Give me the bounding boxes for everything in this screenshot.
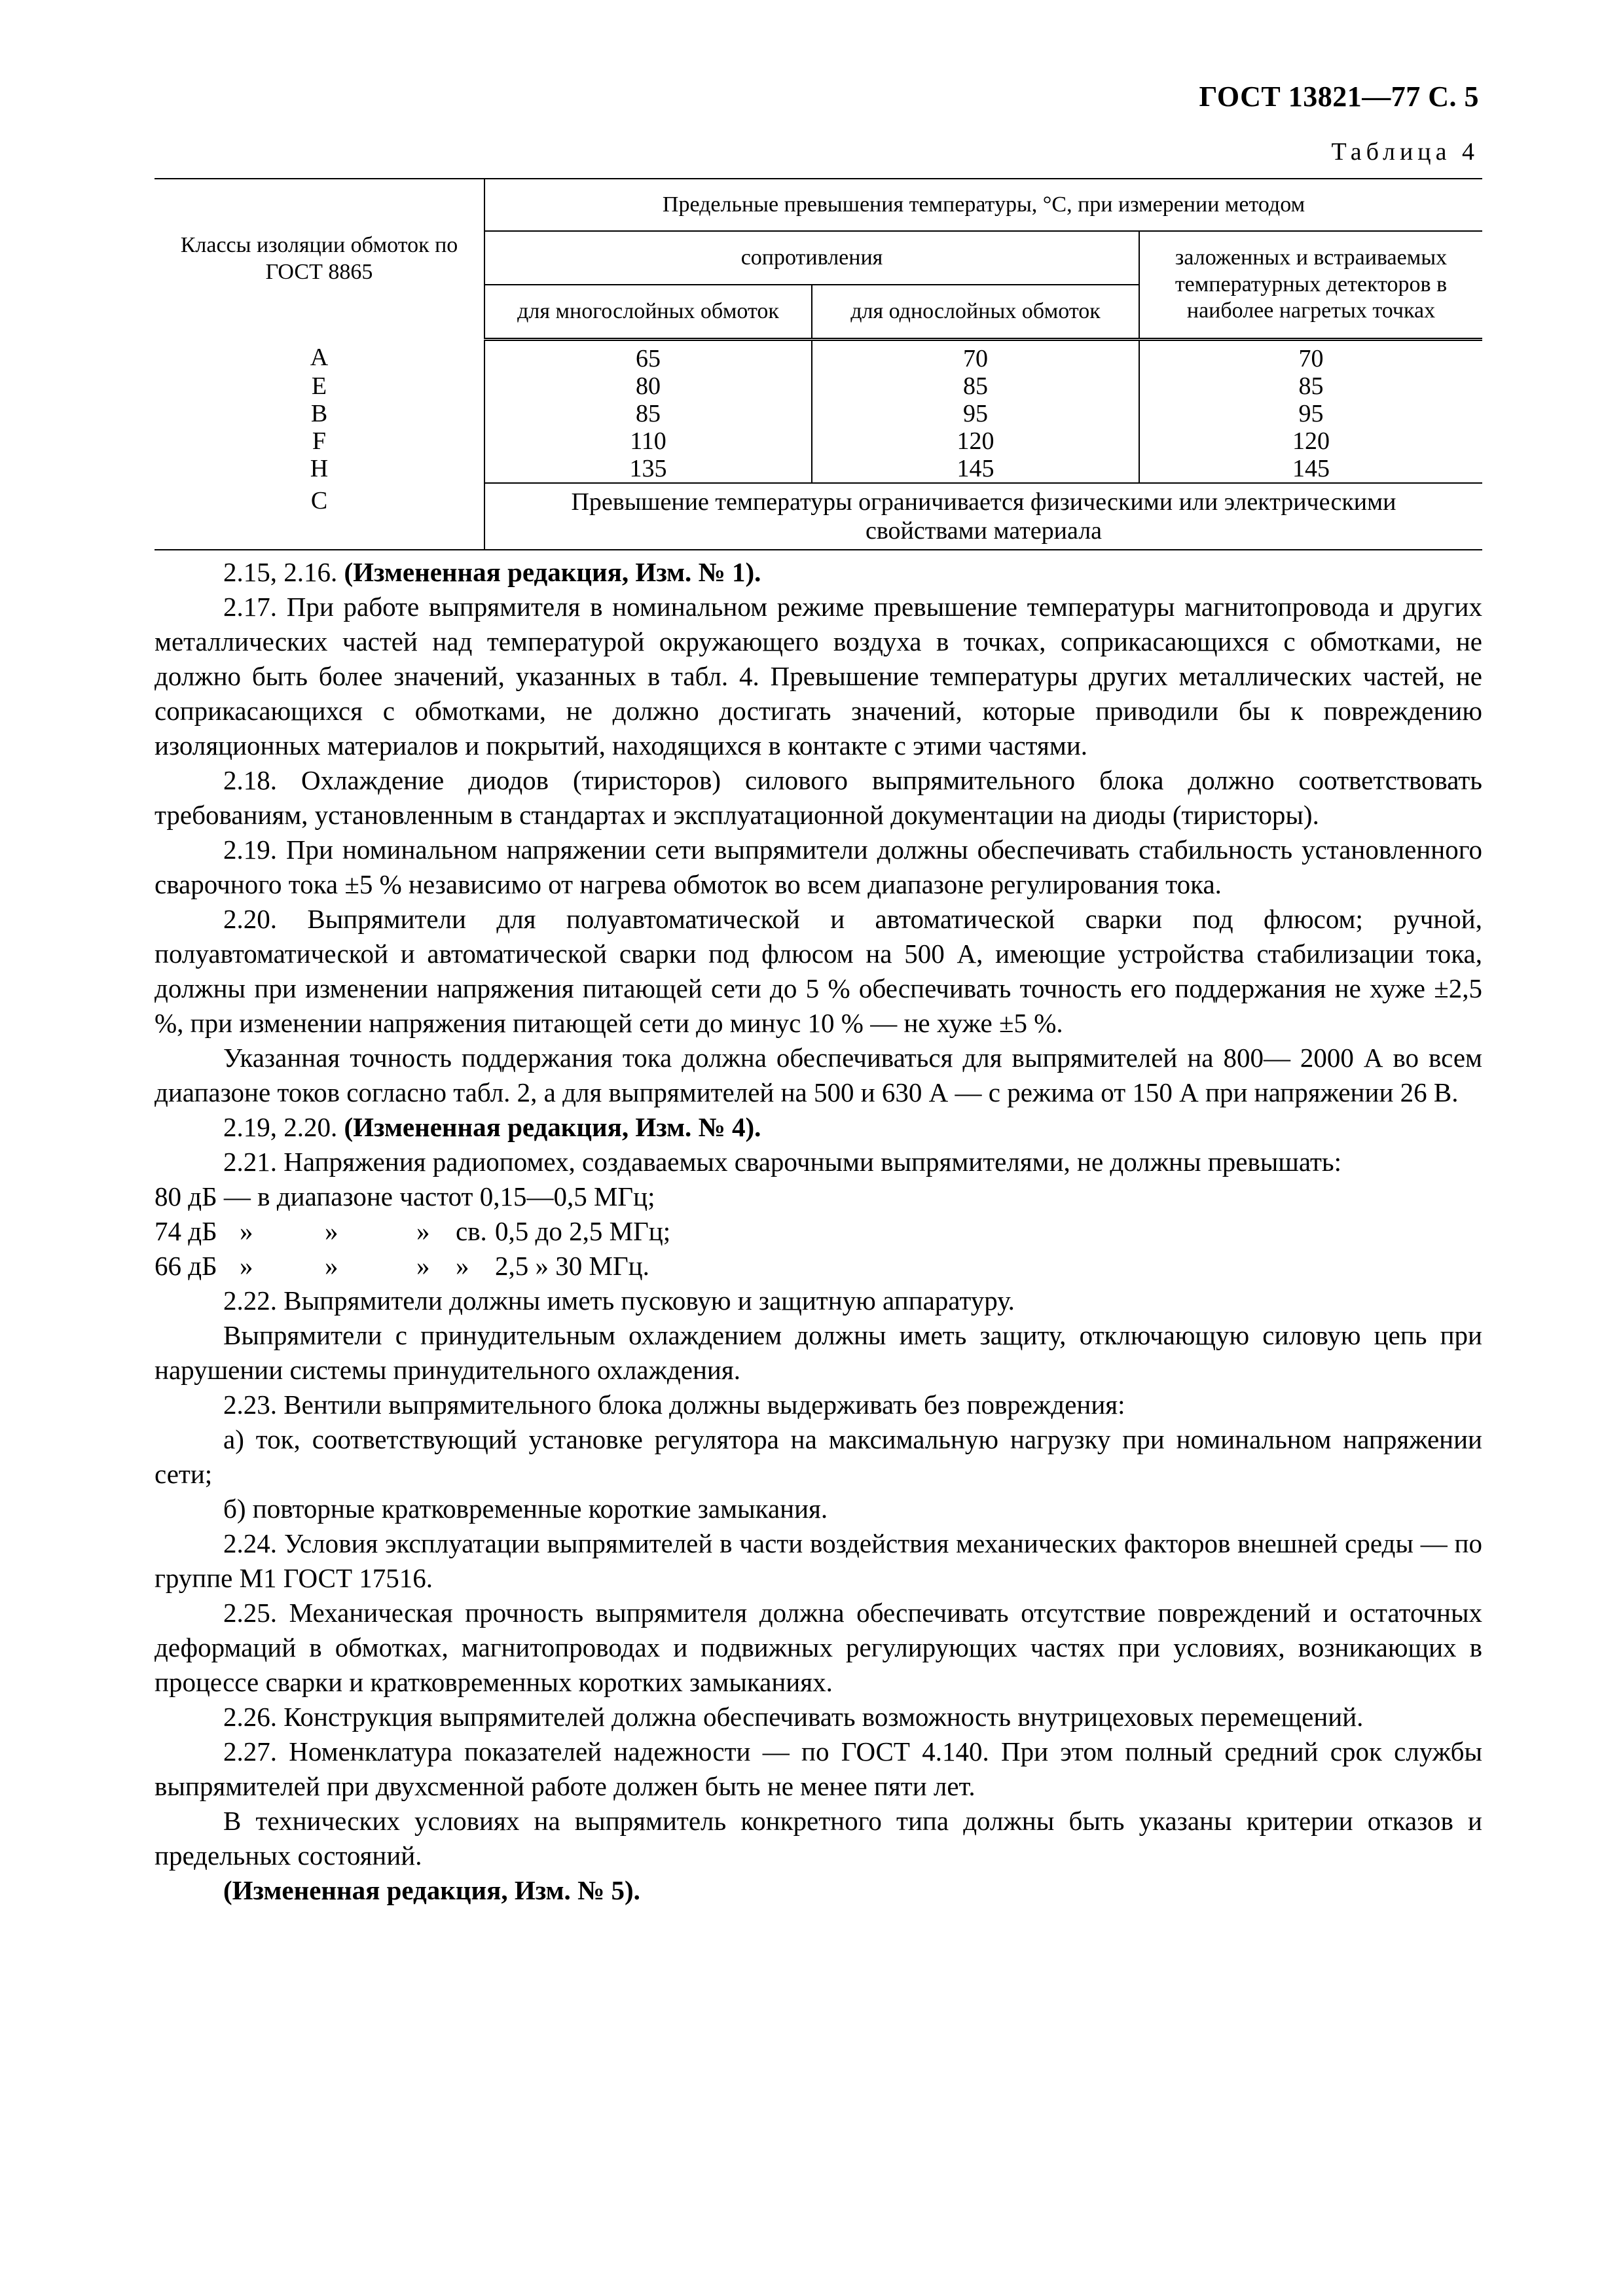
ditto-mark: »: [325, 1216, 338, 1246]
paragraph-2-19-2-20-amendment: [155, 1110, 1482, 1145]
class-c-note: Превышение температуры ограничивается физическими или электрическими свойствами материала: [484, 483, 1482, 550]
multilayer-cell: 65: [484, 340, 812, 373]
final-amendment-note: [155, 1873, 1482, 1908]
table-row: [155, 427, 1482, 455]
singlelayer-windings-header: для однослойных обмоток: [812, 285, 1139, 340]
singlelayer-cell: 120: [812, 427, 1139, 455]
freq-range: 2,5 » 30 МГц.: [495, 1251, 649, 1281]
multilayer-cell: 85: [484, 400, 812, 427]
amendment-note: (Измененная редакция, Изм. № 5).: [223, 1875, 640, 1905]
table-row: [155, 372, 1482, 400]
paragraph-2-26: 2.26. Конструкция выпрямителей должна обеспечивать возможность внутрицеховых перемещений.: [223, 1702, 1364, 1732]
detectors-method-header: заложенных и встраиваемых температурных детекторов в наиболее нагретых точках: [1139, 231, 1482, 340]
class-cell: Н: [310, 455, 329, 482]
insulation-class-header: Классы изоляции обмоток по ГОСТ 8865: [155, 179, 484, 340]
detector-cell: 95: [1139, 400, 1482, 427]
paragraph-2-20-continued: Указанная точность поддержания тока должна обеспечиваться для выпрямителей на 800— 2000 А во всем диапазоне токов согласно табл. 2, а для выпрямителей на 500 и 630 А — с режима от 150 А при напряжении 26 В.: [155, 1043, 1482, 1107]
ditto-mark: »: [240, 1251, 253, 1281]
ditto-mark: »: [456, 1251, 469, 1281]
detector-cell: 120: [1139, 427, 1482, 455]
document-body: [155, 555, 1482, 1908]
frequency-line-3: [155, 1249, 1482, 1283]
multilayer-cell: 80: [484, 372, 812, 400]
detector-cell: 85: [1139, 372, 1482, 400]
amendment-note: (Измененная редакция, Изм. № 4).: [344, 1112, 761, 1142]
paragraph-2-27-continued: В технических условиях на выпрямитель конкретного типа должны быть указаны критерии отказов и предельных состояний.: [155, 1806, 1482, 1871]
freq-level: 66 дБ: [155, 1251, 217, 1281]
detector-cell: 70: [1139, 340, 1482, 373]
multilayer-cell: 135: [484, 455, 812, 483]
amendment-note: (Измененная редакция, Изм. № 1).: [344, 557, 761, 587]
clause-number: 2.15, 2.16.: [223, 557, 338, 587]
ditto-mark: »: [325, 1251, 338, 1281]
frequency-line-1: 80 дБ — в диапазоне частот 0,15—0,5 МГц;: [155, 1181, 655, 1211]
temperature-group-header: Предельные превышения температуры, °С, при измерении методом: [484, 179, 1482, 231]
paragraph-2-25: 2.25. Механическая прочность выпрямителя должна обеспечивать отсутствие повреждений и остаточных деформаций в обмотках, магнитопроводах и подвижных регулирующих частях при условиях, возникающих в процессе сварки и кратковременных коротких замыканиях.: [155, 1598, 1482, 1697]
freq-prefix: св.: [456, 1216, 487, 1246]
paragraph-2-27: 2.27. Номенклатура показателей надежности — по ГОСТ 4.140. При этом полный средний срок службы выпрямителей при двухсменной работе должен быть не менее пяти лет.: [155, 1736, 1482, 1801]
table-row: [155, 483, 1482, 550]
class-cell: В: [310, 400, 328, 427]
singlelayer-cell: 70: [812, 340, 1139, 373]
table-row: [155, 340, 1482, 373]
paragraph-2-17: 2.17. При работе выпрямителя в номинальном режиме превышение температуры магнитопровода и других металлических частей над температурой окружающего воздуха в точках, соприкасающихся с обмотками, не должно быть более значений, указанных в табл. 4. Превышение температуры других металлических частей, не соприкасающихся с обмотками, не должно достигать значений, которые приводили бы к повреждению изоляционных материалов и покрытий, находящихся в контакте с этими частями.: [155, 592, 1482, 761]
ditto-mark: »: [416, 1216, 430, 1246]
paragraph-2-23-a: а) ток, соответствующий установке регулятора на максимальную нагрузку при номинальном напряжении сети;: [155, 1424, 1482, 1489]
paragraph-2-20: 2.20. Выпрямители для полуавтоматической и автоматической сварки под флюсом; ручной, полуавтоматической и автоматической сварки под флюсом на 500 А, имеющие устройства стабилизации тока, должны при изменении напряжения питающей сети до 5 % обеспечивать точность его поддержания не хуже ±2,5 %, при изменении напряжения питающей сети до минус 10 % — не хуже ±5 %.: [155, 904, 1482, 1038]
detector-cell: 145: [1139, 455, 1482, 483]
paragraph-2-22: 2.22. Выпрямители должны иметь пусковую и защитную аппаратуру.: [223, 1285, 1015, 1316]
ditto-mark: »: [416, 1251, 430, 1281]
paragraph-2-23: 2.23. Вентили выпрямительного блока должны выдерживать без повреждения:: [223, 1390, 1125, 1420]
multilayer-cell: 110: [484, 427, 812, 455]
page-header: ГОСТ 13821—77 С. 5: [1199, 81, 1479, 113]
freq-range: 0,5 до 2,5 МГц;: [495, 1216, 671, 1246]
paragraph-2-22-continued: Выпрямители с принудительным охлаждением должны иметь защиту, отключающую силовую цепь при нарушении системы принудительного охлаждения.: [155, 1320, 1482, 1385]
table-row: [155, 400, 1482, 427]
multilayer-windings-header: для многослойных обмоток: [484, 285, 812, 340]
ditto-mark: »: [240, 1216, 253, 1246]
singlelayer-cell: 145: [812, 455, 1139, 483]
paragraph-2-23-b: б) повторные кратковременные короткие замыкания.: [223, 1494, 828, 1524]
frequency-line-2: [155, 1214, 1482, 1249]
table-label: Таблица 4: [1331, 138, 1479, 166]
temperature-limits-table: [155, 178, 1482, 550]
freq-level: 74 дБ: [155, 1216, 217, 1246]
class-cell: Е: [311, 372, 327, 400]
resistance-method-header: сопротивления: [484, 231, 1139, 285]
class-cell: F: [312, 427, 327, 455]
table-row: [155, 455, 1482, 483]
paragraph-2-15: [155, 555, 1482, 590]
paragraph-2-18: 2.18. Охлаждение диодов (тиристоров) силового выпрямительного блока должно соответствовать требованиям, установленным в стандартах и эксплуатационной документации на диоды (тиристоры).: [155, 765, 1482, 830]
class-cell: С: [155, 483, 484, 550]
paragraph-2-19: 2.19. При номинальном напряжении сети выпрямители должны обеспечивать стабильность установленного сварочного тока ±5 % независимо от нагрева обмоток во всем диапазоне регулирования тока.: [155, 834, 1482, 899]
paragraph-2-24: 2.24. Условия эксплуатации выпрямителей в части воздействия механических факторов внешней среды — по группе М1 ГОСТ 17516.: [155, 1528, 1482, 1593]
singlelayer-cell: 85: [812, 372, 1139, 400]
paragraph-2-21: 2.21. Напряжения радиопомех, создаваемых сварочными выпрямителями, не должны превышать:: [223, 1147, 1342, 1177]
clause-number: 2.19, 2.20.: [223, 1112, 338, 1142]
singlelayer-cell: 95: [812, 400, 1139, 427]
class-cell: А: [310, 343, 329, 371]
